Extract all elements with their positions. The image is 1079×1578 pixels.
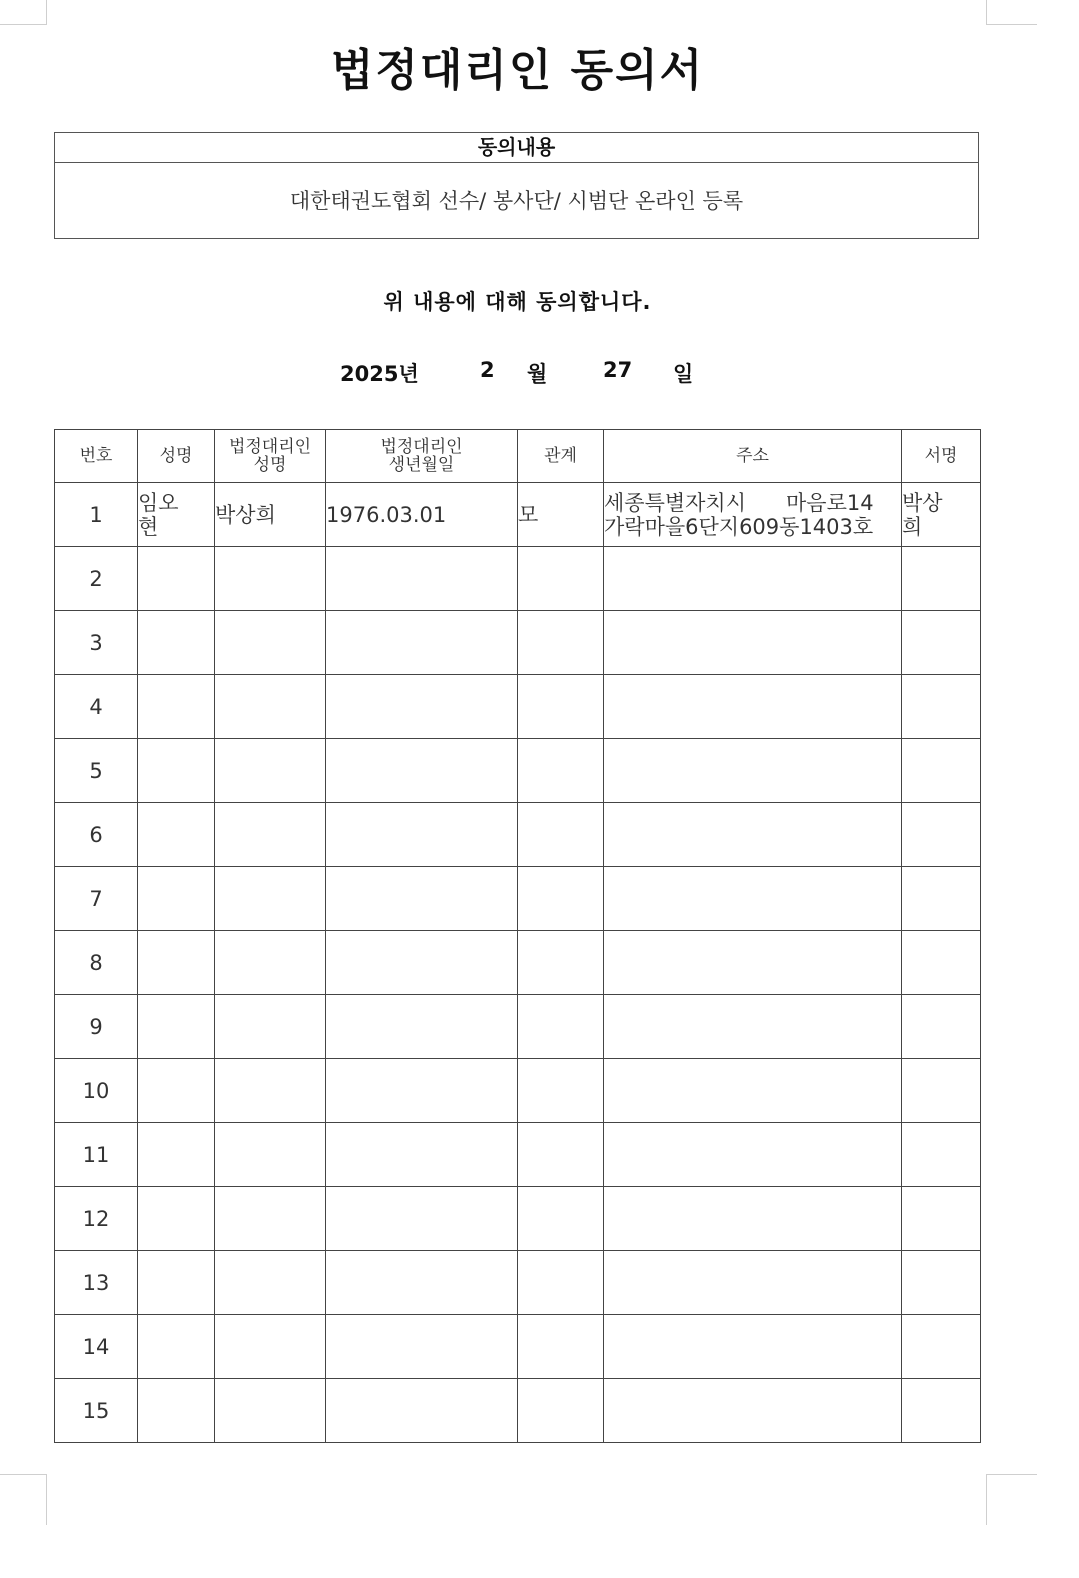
cell-guardian-name[interactable] (215, 739, 326, 803)
cell-name[interactable] (138, 1315, 215, 1379)
cell-signature[interactable] (902, 803, 981, 867)
cell-no: 10 (55, 1059, 138, 1123)
table-row (55, 803, 981, 867)
guardian-table (54, 429, 981, 1443)
cell-no: 7 (55, 867, 138, 931)
cell-guardian-birth[interactable] (326, 931, 518, 995)
cell-relation[interactable] (518, 803, 604, 867)
cell-guardian-name[interactable] (215, 1059, 326, 1123)
cell-address[interactable]: 세종특별자치시 마음로14 가락마을6단지609동1403호 (604, 483, 902, 547)
cell-guardian-name[interactable] (215, 1379, 326, 1443)
header-address: 주소 (604, 430, 902, 483)
cell-guardian-birth[interactable] (326, 803, 518, 867)
cell-no: 13 (55, 1251, 138, 1315)
table-row (55, 483, 981, 547)
cell-signature[interactable] (902, 547, 981, 611)
cell-name[interactable] (138, 675, 215, 739)
cell-guardian-name[interactable] (215, 931, 326, 995)
header-guardian-birth: 법정대리인 생년월일 (326, 430, 518, 483)
cell-guardian-birth[interactable] (326, 611, 518, 675)
cell-name[interactable] (138, 1251, 215, 1315)
page-corner-mark (0, 0, 47, 25)
date-day: 27 (603, 358, 633, 382)
cell-relation[interactable] (518, 995, 604, 1059)
date-day-unit: 일 (673, 362, 694, 386)
cell-address[interactable] (604, 995, 902, 1059)
table-header-row (55, 430, 981, 483)
cell-name[interactable] (138, 995, 215, 1059)
cell-guardian-name[interactable] (215, 611, 326, 675)
cell-signature[interactable] (902, 1315, 981, 1379)
table-row (55, 931, 981, 995)
cell-guardian-name[interactable] (215, 547, 326, 611)
cell-signature[interactable]: 박상 희 (902, 483, 981, 547)
cell-signature[interactable] (902, 675, 981, 739)
cell-no: 14 (55, 1315, 138, 1379)
page-corner-mark (986, 0, 1037, 25)
cell-guardian-name[interactable] (215, 867, 326, 931)
consent-box (54, 132, 979, 239)
cell-guardian-name[interactable] (215, 803, 326, 867)
cell-relation[interactable] (518, 867, 604, 931)
cell-no: 12 (55, 1187, 138, 1251)
cell-name[interactable] (138, 931, 215, 995)
cell-no: 8 (55, 931, 138, 995)
agreement-statement: 위 내용에 대해 동의합니다. (383, 290, 652, 314)
cell-address[interactable] (604, 803, 902, 867)
cell-signature[interactable] (902, 867, 981, 931)
header-relation: 관계 (518, 430, 604, 483)
cell-signature[interactable] (902, 1251, 981, 1315)
cell-signature[interactable] (902, 1187, 981, 1251)
consent-heading: 동의내용 (55, 133, 978, 163)
cell-address[interactable] (604, 739, 902, 803)
cell-signature[interactable] (902, 1379, 981, 1443)
table-row (55, 1123, 981, 1187)
cell-address[interactable] (604, 1315, 902, 1379)
table-row (55, 1251, 981, 1315)
cell-guardian-birth[interactable] (326, 1187, 518, 1251)
cell-address[interactable] (604, 1379, 902, 1443)
cell-address[interactable] (604, 867, 902, 931)
cell-guardian-birth[interactable] (326, 1315, 518, 1379)
cell-guardian-birth[interactable] (326, 547, 518, 611)
cell-address[interactable] (604, 1187, 902, 1251)
cell-guardian-name[interactable]: 박상희 (215, 483, 326, 547)
cell-name[interactable]: 임오 현 (138, 483, 215, 547)
cell-name[interactable] (138, 739, 215, 803)
cell-guardian-birth[interactable] (326, 1251, 518, 1315)
cell-name[interactable] (138, 803, 215, 867)
cell-no: 3 (55, 611, 138, 675)
cell-relation[interactable] (518, 611, 604, 675)
cell-name[interactable] (138, 547, 215, 611)
cell-address[interactable] (604, 1123, 902, 1187)
cell-no: 9 (55, 995, 138, 1059)
date-month: 2 (480, 358, 495, 382)
cell-relation[interactable] (518, 1251, 604, 1315)
cell-guardian-name[interactable] (215, 675, 326, 739)
cell-address[interactable] (604, 675, 902, 739)
table-row (55, 611, 981, 675)
cell-no: 6 (55, 803, 138, 867)
header-guardian-name: 법정대리인 성명 (215, 430, 326, 483)
table-row (55, 1315, 981, 1379)
cell-guardian-birth[interactable] (326, 1379, 518, 1443)
consent-content: 대한태권도협회 선수/ 봉사단/ 시범단 온라인 등록 (289, 189, 744, 213)
cell-relation[interactable] (518, 675, 604, 739)
cell-guardian-birth[interactable] (326, 995, 518, 1059)
cell-relation[interactable] (518, 931, 604, 995)
cell-address[interactable] (604, 1251, 902, 1315)
cell-address[interactable] (604, 1059, 902, 1123)
cell-no: 15 (55, 1379, 138, 1443)
cell-guardian-birth[interactable] (326, 739, 518, 803)
cell-guardian-name[interactable] (215, 1315, 326, 1379)
table-row (55, 867, 981, 931)
cell-name[interactable] (138, 1187, 215, 1251)
table-row (55, 1187, 981, 1251)
cell-no: 4 (55, 675, 138, 739)
cell-no: 2 (55, 547, 138, 611)
date-month-unit: 월 (527, 362, 548, 386)
cell-name[interactable] (138, 1059, 215, 1123)
table-row (55, 675, 981, 739)
cell-guardian-birth[interactable] (326, 1123, 518, 1187)
cell-no: 1 (55, 483, 138, 547)
cell-address[interactable] (604, 547, 902, 611)
cell-signature[interactable] (902, 995, 981, 1059)
cell-guardian-birth[interactable] (326, 1059, 518, 1123)
cell-guardian-birth[interactable] (326, 867, 518, 931)
cell-address[interactable] (604, 611, 902, 675)
cell-guardian-name[interactable] (215, 1187, 326, 1251)
cell-guardian-name[interactable] (215, 995, 326, 1059)
table-row (55, 547, 981, 611)
cell-signature[interactable] (902, 1123, 981, 1187)
cell-name[interactable] (138, 1379, 215, 1443)
date-year: 2025년 (340, 362, 419, 386)
header-signature: 서명 (902, 430, 981, 483)
cell-guardian-name[interactable] (215, 1123, 326, 1187)
cell-address[interactable] (604, 931, 902, 995)
cell-relation[interactable]: 모 (518, 483, 604, 547)
cell-relation[interactable] (518, 1315, 604, 1379)
cell-name[interactable] (138, 611, 215, 675)
cell-relation[interactable] (518, 1379, 604, 1443)
cell-name[interactable] (138, 867, 215, 931)
cell-guardian-name[interactable] (215, 1251, 326, 1315)
cell-name[interactable] (138, 1123, 215, 1187)
cell-no: 5 (55, 739, 138, 803)
table-row (55, 739, 981, 803)
page-corner-mark (986, 1474, 1037, 1525)
cell-relation[interactable] (518, 1123, 604, 1187)
document-title: 법정대리인 동의서 (330, 45, 705, 96)
cell-signature[interactable] (902, 1059, 981, 1123)
header-no: 번호 (55, 430, 138, 483)
cell-relation[interactable] (518, 739, 604, 803)
table-row (55, 1059, 981, 1123)
cell-signature[interactable] (902, 739, 981, 803)
cell-signature[interactable] (902, 931, 981, 995)
table-row (55, 995, 981, 1059)
cell-no: 11 (55, 1123, 138, 1187)
page-corner-mark (0, 1474, 47, 1525)
cell-relation[interactable] (518, 1187, 604, 1251)
cell-relation[interactable] (518, 547, 604, 611)
cell-relation[interactable] (518, 1059, 604, 1123)
cell-guardian-birth[interactable]: 1976.03.01 (326, 483, 518, 547)
table-row (55, 1379, 981, 1443)
header-name: 성명 (138, 430, 215, 483)
cell-guardian-birth[interactable] (326, 675, 518, 739)
cell-signature[interactable] (902, 611, 981, 675)
